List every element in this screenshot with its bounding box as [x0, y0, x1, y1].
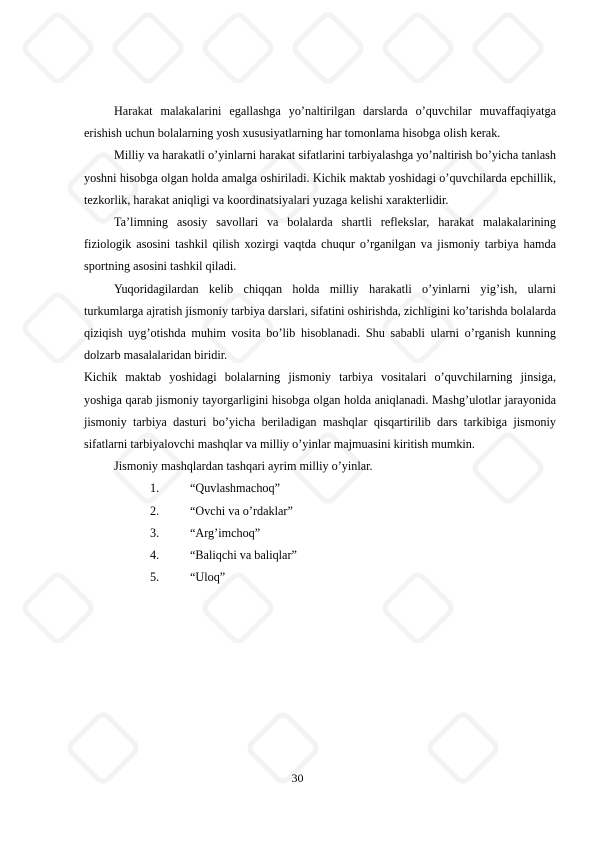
list-number: 1. [150, 481, 160, 496]
list-number: 4. [150, 548, 160, 563]
paragraph: Yuqoridagilardan kelib chiqqan holda milliy harakatli o’yinlarni yig’ish, ularni turkumlarga ajratish jismoniy tarbiya darslari, sifatini oshirishda, zichligini ko’tarishda bolalarda qiziqish uyg’otishda muhim vosita bo’lib hisoblanadi. Shu sababli ularni o’rganish kunning dolzarb masalalaridan biridir. [84, 281, 556, 363]
list-text: “Baliqchi va baliqlar” [190, 548, 297, 563]
paragraph: Harakat malakalarini egallashga yo’naltirilgan darslarda o’quvchilar muvaffaqiyatga erishish uchun bolalarning yosh xususiyatlarning har tomonlama hisobga olish kerak. [84, 104, 556, 141]
list-text: “Quvlashmachoq” [190, 481, 281, 496]
list-number: 2. [150, 503, 160, 518]
paragraph: Milliy va harakatli o’yinlarni harakat sifatlarini tarbiyalashga yo’naltirish bo’yicha tanlash yoshni hisobga olgan holda amalga oshiriladi. Kichik maktab yoshidagi o’quvchilarda epchillik, tezkorlik, harakat aniqligi va koordinatsiyalari yuzaga kelishi xarakterlidir. [84, 148, 556, 207]
paragraph: Jismoniy mashqlardan tashqari ayrim milliy o’yinlar. [114, 459, 373, 474]
games-list [84, 477, 556, 588]
list-item [84, 500, 556, 522]
list-item [84, 522, 556, 544]
list-number: 3. [150, 525, 160, 540]
document-page [84, 100, 556, 588]
paragraph: Ta’limning asosiy savollari va bolalarda shartli reflekslar, harakat malakalarining fiziologik asosini tashkil qilish xozirgi vaqtda chuqur o’rganilgan va jismoniy tarbiya hamda sportning asosini tashkil qiladi. [84, 215, 556, 274]
list-item [84, 477, 556, 499]
list-text: “Arg’imchoq” [190, 525, 261, 540]
list-text: “Uloq” [190, 570, 226, 585]
list-item [84, 544, 556, 566]
page-number: 30 [291, 771, 304, 785]
list-number: 5. [150, 570, 160, 585]
paragraph: Kichik maktab yoshidagi bolalarning jismoniy tarbiya vositalari o’quvchilarning jinsiga, yoshiga qarab jismoniy tayorgarligini hisobga olgan holda aniqlanadi. Mashg’ulotlar jarayonida jismoniy tarbiya dasturi bo’yicha beriladigan mashqlar qisqartirilib dars tarkibiga jismoniy sifatlarni tarbiyalovchi mashqlar va milliy o’yinlar majmuasini kiritish mumkin. [84, 370, 556, 452]
list-item [84, 566, 556, 588]
list-text: “Ovchi va o’rdaklar” [190, 503, 293, 518]
